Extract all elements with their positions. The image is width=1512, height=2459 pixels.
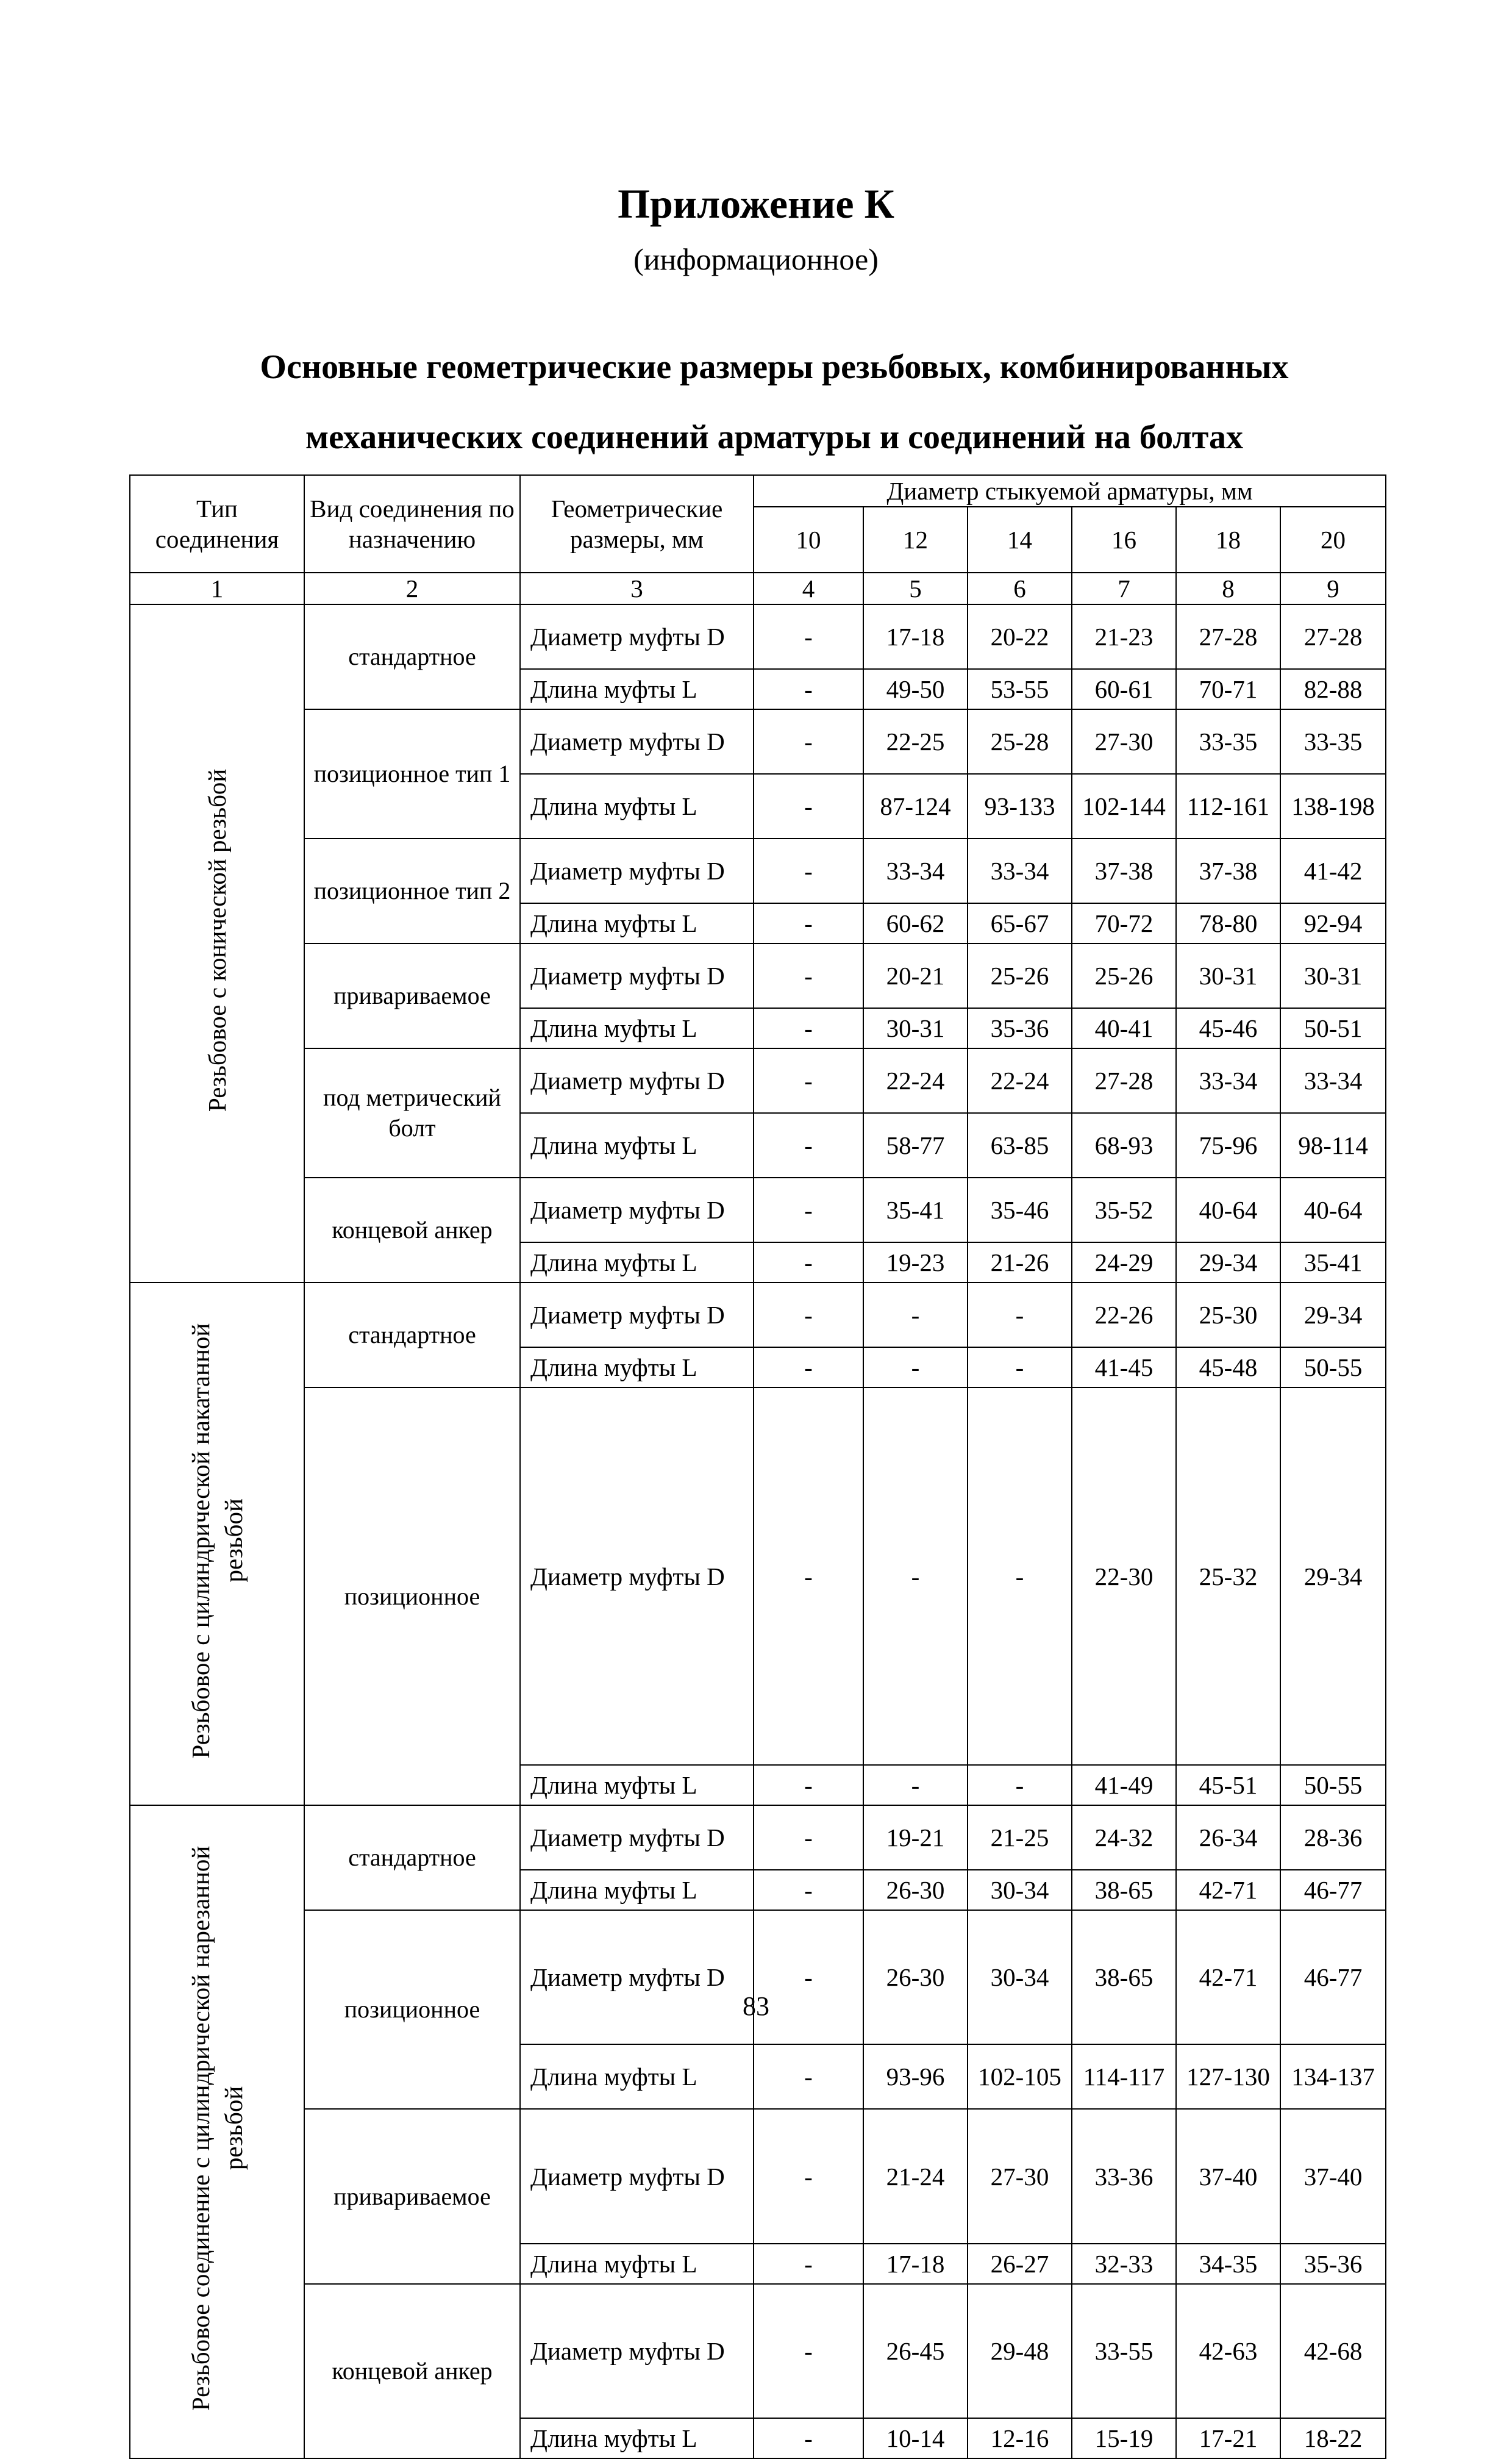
parameter-cell: Диаметр муфты D [520, 2284, 754, 2418]
value-cell: 19-21 [863, 1805, 968, 1870]
value-cell: 50-55 [1280, 1347, 1386, 1387]
value-cell: 26-34 [1176, 1805, 1280, 1870]
table-row [130, 604, 1386, 669]
value-cell: 46-77 [1280, 1910, 1386, 2044]
connection-kind-cell: стандартное [304, 604, 520, 709]
table-row [130, 1805, 1386, 1870]
value-cell: 33-35 [1280, 709, 1386, 774]
table-row [130, 839, 1386, 903]
value-cell: 27-30 [968, 2109, 1072, 2243]
value-cell: 92-94 [1280, 903, 1386, 943]
value-cell: - [754, 1387, 863, 1765]
value-cell: - [754, 2418, 863, 2458]
value-cell: 25-28 [968, 709, 1072, 774]
dimensions-table [129, 474, 1386, 2459]
value-cell: 15-19 [1072, 2418, 1176, 2458]
column-number: 3 [520, 573, 754, 604]
value-cell: 12-16 [968, 2418, 1072, 2458]
value-cell: 30-31 [1280, 943, 1386, 1008]
value-cell: 29-34 [1280, 1283, 1386, 1347]
parameter-cell: Диаметр муфты D [520, 1805, 754, 1870]
value-cell: - [754, 1910, 863, 2044]
value-cell: 40-64 [1280, 1178, 1386, 1242]
diameter-cell: 16 [1072, 507, 1176, 573]
value-cell: - [754, 2109, 863, 2243]
value-cell: 21-23 [1072, 604, 1176, 669]
parameter-cell: Диаметр муфты D [520, 1387, 754, 1765]
value-cell: 65-67 [968, 903, 1072, 943]
table-row [130, 1283, 1386, 1347]
value-cell: 98-114 [1280, 1113, 1386, 1178]
value-cell: 21-24 [863, 2109, 968, 2243]
column-number: 9 [1280, 573, 1386, 604]
table-row [130, 1387, 1386, 1765]
value-cell: 26-30 [863, 1910, 968, 2044]
value-cell: 25-26 [1072, 943, 1176, 1008]
parameter-cell: Длина муфты L [520, 669, 754, 709]
value-cell: - [863, 1347, 968, 1387]
value-cell: 134-137 [1280, 2044, 1386, 2109]
table-body [130, 475, 1386, 2458]
value-cell: 35-41 [1280, 1242, 1386, 1283]
value-cell: - [968, 1283, 1072, 1347]
value-cell: 25-30 [1176, 1283, 1280, 1347]
connection-kind-cell: привариваемое [304, 943, 520, 1048]
value-cell: - [754, 709, 863, 774]
value-cell: 20-22 [968, 604, 1072, 669]
connection-type-label: Резьбовое с конической резьбой [203, 768, 231, 1112]
value-cell: 50-51 [1280, 1008, 1386, 1048]
value-cell: 17-21 [1176, 2418, 1280, 2458]
value-cell: 93-133 [968, 774, 1072, 839]
header-row [130, 475, 1386, 507]
value-cell: 33-34 [1280, 1048, 1386, 1113]
header-type: Тип соединения [130, 475, 304, 573]
value-cell: 63-85 [968, 1113, 1072, 1178]
value-cell: - [754, 1048, 863, 1113]
connection-kind-cell: позиционное [304, 1910, 520, 2109]
value-cell: - [754, 1008, 863, 1048]
column-number: 4 [754, 573, 863, 604]
header-diameter: Диаметр стыкуемой арматуры, мм [754, 475, 1386, 507]
parameter-cell: Диаметр муфты D [520, 1910, 754, 2044]
value-cell: 37-38 [1176, 839, 1280, 903]
value-cell: 27-28 [1072, 1048, 1176, 1113]
value-cell: 30-34 [968, 1870, 1072, 1910]
connection-type-label: Резьбовое с цилиндрической накатанной резьбой [187, 1323, 248, 1759]
value-cell: 29-34 [1176, 1242, 1280, 1283]
value-cell: 25-26 [968, 943, 1072, 1008]
value-cell: 75-96 [1176, 1113, 1280, 1178]
value-cell: - [968, 1387, 1072, 1765]
value-cell: 27-30 [1072, 709, 1176, 774]
value-cell: 33-55 [1072, 2284, 1176, 2418]
heading-line-1: Основные геометрические размеры резьбовых, комбинированных [260, 348, 1289, 386]
value-cell: 40-64 [1176, 1178, 1280, 1242]
parameter-cell: Диаметр муфты D [520, 1178, 754, 1242]
value-cell: 17-18 [863, 604, 968, 669]
value-cell: 33-35 [1176, 709, 1280, 774]
value-cell: 41-49 [1072, 1765, 1176, 1805]
value-cell: 22-26 [1072, 1283, 1176, 1347]
value-cell: 41-42 [1280, 839, 1386, 903]
page-number: 83 [743, 1991, 769, 2021]
diameter-cell: 12 [863, 507, 968, 573]
document-heading [0, 332, 1512, 473]
value-cell: 30-31 [863, 1008, 968, 1048]
value-cell: 22-24 [863, 1048, 968, 1113]
value-cell: 21-26 [968, 1242, 1072, 1283]
value-cell: 37-38 [1072, 839, 1176, 903]
value-cell: 35-52 [1072, 1178, 1176, 1242]
value-cell: 114-117 [1072, 2044, 1176, 2109]
value-cell: 37-40 [1176, 2109, 1280, 2243]
parameter-cell: Диаметр муфты D [520, 604, 754, 669]
connection-kind-cell: стандартное [304, 1283, 520, 1387]
value-cell: 50-55 [1280, 1765, 1386, 1805]
table-row [130, 1178, 1386, 1242]
value-cell: 33-36 [1072, 2109, 1176, 2243]
value-cell: - [754, 1113, 863, 1178]
value-cell: 26-45 [863, 2284, 968, 2418]
parameter-cell: Длина муфты L [520, 2418, 754, 2458]
value-cell: 25-32 [1176, 1387, 1280, 1765]
diameter-cell: 10 [754, 507, 863, 573]
value-cell: 42-63 [1176, 2284, 1280, 2418]
value-cell: 35-36 [1280, 2244, 1386, 2284]
value-cell: - [863, 1283, 968, 1347]
value-cell: 45-48 [1176, 1347, 1280, 1387]
header-kind: Вид соединения по назначению [304, 475, 520, 573]
value-cell: 28-36 [1280, 1805, 1386, 1870]
value-cell: 35-41 [863, 1178, 968, 1242]
connection-type-cell [130, 604, 304, 1283]
value-cell: 45-46 [1176, 1008, 1280, 1048]
value-cell: - [968, 1347, 1072, 1387]
value-cell: 60-61 [1072, 669, 1176, 709]
parameter-cell: Длина муфты L [520, 774, 754, 839]
value-cell: 70-71 [1176, 669, 1280, 709]
value-cell: 53-55 [968, 669, 1072, 709]
parameter-cell: Длина муфты L [520, 903, 754, 943]
table-row [130, 2284, 1386, 2418]
value-cell: - [754, 903, 863, 943]
parameter-cell: Длина муфты L [520, 2244, 754, 2284]
parameter-cell: Диаметр муфты D [520, 1048, 754, 1113]
table-row [130, 943, 1386, 1008]
table-row [130, 709, 1386, 774]
value-cell: - [863, 1765, 968, 1805]
column-number: 5 [863, 573, 968, 604]
value-cell: - [754, 669, 863, 709]
value-cell: 102-144 [1072, 774, 1176, 839]
value-cell: 42-71 [1176, 1870, 1280, 1910]
value-cell: 18-22 [1280, 2418, 1386, 2458]
value-cell: 37-40 [1280, 2109, 1386, 2243]
value-cell: 27-28 [1176, 604, 1280, 669]
value-cell: 20-21 [863, 943, 968, 1008]
value-cell: 34-35 [1176, 2244, 1280, 2284]
connection-kind-cell: позиционное тип 2 [304, 839, 520, 943]
value-cell: - [754, 2284, 863, 2418]
connection-type-cell [130, 1805, 304, 2458]
value-cell: - [754, 1805, 863, 1870]
value-cell: 87-124 [863, 774, 968, 839]
value-cell: 21-25 [968, 1805, 1072, 1870]
value-cell: 33-34 [1176, 1048, 1280, 1113]
parameter-cell: Длина муфты L [520, 1765, 754, 1805]
value-cell: 22-25 [863, 709, 968, 774]
column-number: 7 [1072, 573, 1176, 604]
value-cell: 46-77 [1280, 1870, 1386, 1910]
value-cell: 82-88 [1280, 669, 1386, 709]
value-cell: 33-34 [863, 839, 968, 903]
value-cell: - [754, 1765, 863, 1805]
value-cell: 35-36 [968, 1008, 1072, 1048]
value-cell: 49-50 [863, 669, 968, 709]
value-cell: 19-23 [863, 1242, 968, 1283]
connection-kind-cell: концевой анкер [304, 2284, 520, 2458]
value-cell: - [754, 774, 863, 839]
value-cell: - [754, 943, 863, 1008]
value-cell: 33-34 [968, 839, 1072, 903]
appendix-title: Приложение К [618, 181, 894, 227]
value-cell: 30-31 [1176, 943, 1280, 1008]
diameter-cell: 20 [1280, 507, 1386, 573]
column-number: 2 [304, 573, 520, 604]
value-cell: 70-72 [1072, 903, 1176, 943]
connection-type-cell [130, 1283, 304, 1805]
value-cell: 93-96 [863, 2044, 968, 2109]
value-cell: 24-32 [1072, 1805, 1176, 1870]
value-cell: - [968, 1765, 1072, 1805]
value-cell: 40-41 [1072, 1008, 1176, 1048]
connection-kind-cell: стандартное [304, 1805, 520, 1910]
table-row [130, 1048, 1386, 1113]
table-row [130, 1910, 1386, 2044]
value-cell: - [754, 1347, 863, 1387]
appendix-subtitle: (информационное) [633, 242, 879, 276]
parameter-cell: Диаметр муфты D [520, 2109, 754, 2243]
column-number-row [130, 573, 1386, 604]
value-cell: 38-65 [1072, 1910, 1176, 2044]
value-cell: 27-28 [1280, 604, 1386, 669]
value-cell: 42-71 [1176, 1910, 1280, 2044]
value-cell: - [754, 1242, 863, 1283]
parameter-cell: Длина муфты L [520, 1870, 754, 1910]
parameter-cell: Длина муфты L [520, 1242, 754, 1283]
value-cell: 29-34 [1280, 1387, 1386, 1765]
value-cell: 127-130 [1176, 2044, 1280, 2109]
value-cell: - [754, 839, 863, 903]
parameter-cell: Диаметр муфты D [520, 1283, 754, 1347]
value-cell: 45-51 [1176, 1765, 1280, 1805]
value-cell: 26-27 [968, 2244, 1072, 2284]
value-cell: - [754, 1870, 863, 1910]
table-row [130, 2109, 1386, 2243]
parameter-cell: Длина муфты L [520, 1008, 754, 1048]
value-cell: 41-45 [1072, 1347, 1176, 1387]
connection-kind-cell: под метрический болт [304, 1048, 520, 1178]
header-geometry: Геометрические размеры, мм [520, 475, 754, 573]
value-cell: - [754, 2244, 863, 2284]
value-cell: - [754, 1283, 863, 1347]
value-cell: - [754, 2044, 863, 2109]
value-cell: 32-33 [1072, 2244, 1176, 2284]
connection-kind-cell: концевой анкер [304, 1178, 520, 1283]
value-cell: 30-34 [968, 1910, 1072, 2044]
parameter-cell: Диаметр муфты D [520, 943, 754, 1008]
value-cell: 138-198 [1280, 774, 1386, 839]
value-cell: 22-24 [968, 1048, 1072, 1113]
diameter-cell: 18 [1176, 507, 1280, 573]
value-cell: 112-161 [1176, 774, 1280, 839]
parameter-cell: Длина муфты L [520, 1347, 754, 1387]
value-cell: 68-93 [1072, 1113, 1176, 1178]
value-cell: 38-65 [1072, 1870, 1176, 1910]
column-number: 8 [1176, 573, 1280, 604]
connection-kind-cell: привариваемое [304, 2109, 520, 2283]
connection-kind-cell: позиционное тип 1 [304, 709, 520, 839]
value-cell: 102-105 [968, 2044, 1072, 2109]
value-cell: 78-80 [1176, 903, 1280, 943]
value-cell: 10-14 [863, 2418, 968, 2458]
value-cell: - [754, 1178, 863, 1242]
heading-line-2: механических соединений арматуры и соединений на болтах [305, 418, 1244, 456]
parameter-cell: Длина муфты L [520, 2044, 754, 2109]
value-cell: 24-29 [1072, 1242, 1176, 1283]
value-cell: 60-62 [863, 903, 968, 943]
column-number: 6 [968, 573, 1072, 604]
parameter-cell: Диаметр муфты D [520, 709, 754, 774]
value-cell: 35-46 [968, 1178, 1072, 1242]
value-cell: - [863, 1387, 968, 1765]
value-cell: - [754, 604, 863, 669]
connection-kind-cell: позиционное [304, 1387, 520, 1805]
value-cell: 26-30 [863, 1870, 968, 1910]
value-cell: 58-77 [863, 1113, 968, 1178]
column-number: 1 [130, 573, 304, 604]
parameter-cell: Длина муфты L [520, 1113, 754, 1178]
parameter-cell: Диаметр муфты D [520, 839, 754, 903]
value-cell: 42-68 [1280, 2284, 1386, 2418]
value-cell: 29-48 [968, 2284, 1072, 2418]
connection-type-label: Резьбовое соединение с цилиндрической нарезанной резьбой [187, 1845, 248, 2411]
value-cell: 22-30 [1072, 1387, 1176, 1765]
value-cell: 17-18 [863, 2244, 968, 2284]
diameter-cell: 14 [968, 507, 1072, 573]
